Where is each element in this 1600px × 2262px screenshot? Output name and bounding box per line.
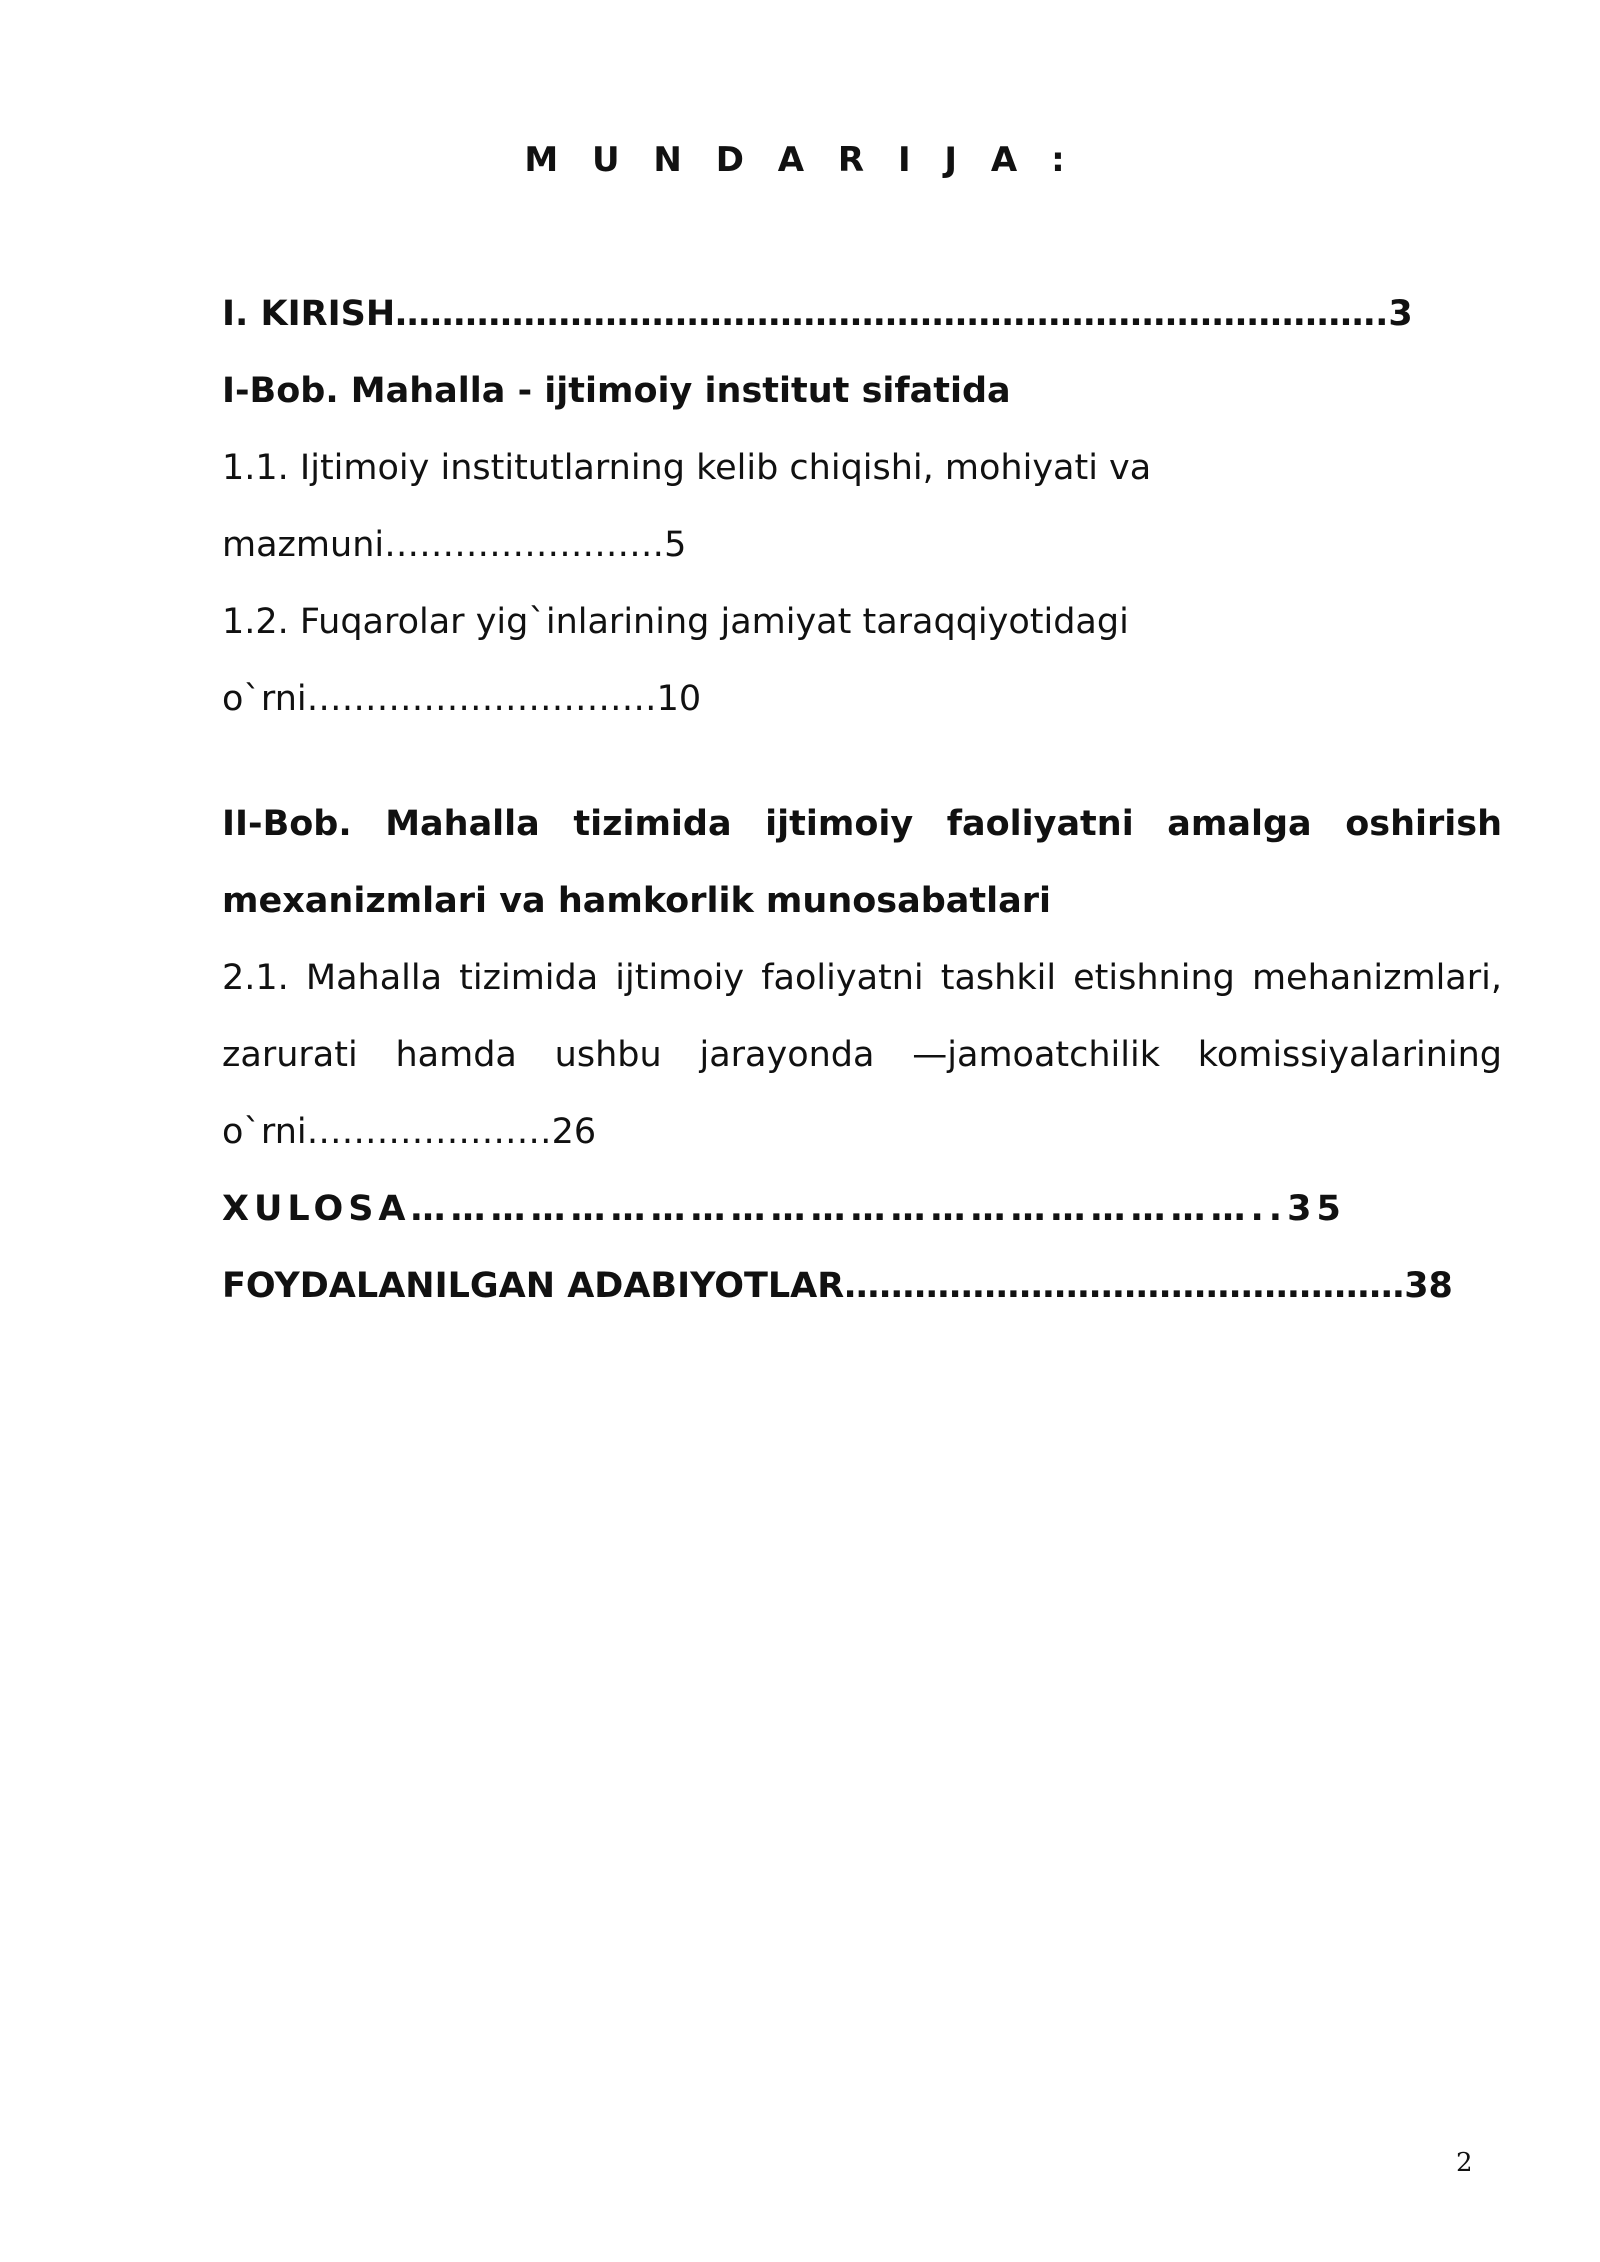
toc-chapter-2-title-line-2[interactable]: mexanizmlari va hamkorlik munosabatlari — [222, 881, 1052, 921]
page-title: M U N D A R I J A : — [524, 140, 1076, 180]
toc-section-1-2-line-2[interactable]: o`rni…………………………10 — [222, 679, 702, 719]
toc-entry-kirish[interactable]: I. KIRISH………………………………………………………………………….3 — [222, 294, 1413, 334]
toc-entry-adabiyotlar[interactable]: FOYDALANILGAN ADABIYOTLAR…………………………………………38 — [222, 1266, 1453, 1306]
table-of-contents-part-2 — [222, 786, 1502, 1325]
toc-entry-xulosa[interactable]: XULOSA………………………………………………………..35 — [222, 1189, 1346, 1229]
table-of-contents-part-1 — [222, 276, 1502, 738]
toc-section-1-1-line-2[interactable]: mazmuni……………………5 — [222, 525, 687, 565]
toc-section-1-2-line-1[interactable]: 1.2. Fuqarolar yig`inlarining jamiyat taraqqiyotidagi — [222, 602, 1129, 642]
toc-section-2-1-line-2[interactable]: zarurati hamda ushbu jarayonda —jamoatchilik komissiyalarining — [222, 1035, 1502, 1075]
page-number: 2 — [1456, 2148, 1473, 2178]
toc-section-2-1-line-1[interactable]: 2.1. Mahalla tizimida ijtimoiy faoliyatni tashkil etishning mehanizmlari, — [222, 958, 1502, 998]
toc-section-1-1-line-1[interactable]: 1.1. Ijtimoiy institutlarning kelib chiqishi, mohiyati va — [222, 448, 1152, 488]
toc-chapter-2-title-line-1[interactable]: II-Bob. Mahalla tizimida ijtimoiy faoliyatni amalga oshirish — [222, 804, 1502, 844]
toc-section-2-1-line-3[interactable]: o`rni…………………26 — [222, 1112, 597, 1152]
toc-chapter-1-title[interactable]: I-Bob. Mahalla - ijtimoiy institut sifatida — [222, 371, 1011, 411]
